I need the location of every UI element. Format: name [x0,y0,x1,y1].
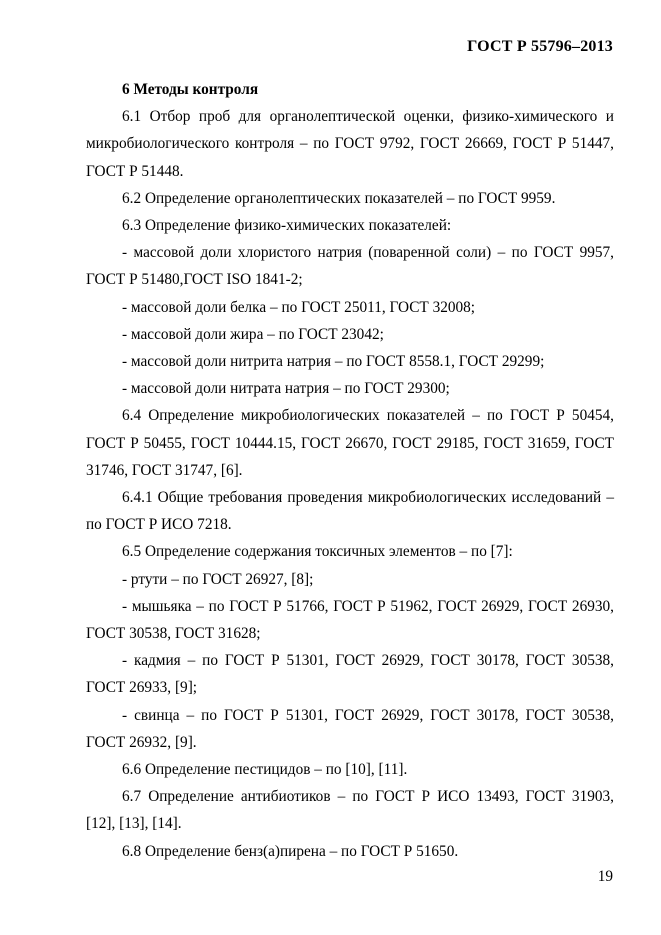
list-item-fat: - массовой доли жира – по ГОСТ 23042; [122,325,384,343]
list-item-cadmium: - кадмия – по ГОСТ Р 51301, ГОСТ 26929, ГОСТ 30178, ГОСТ 30538, ГОСТ 26933, [9]; [86,652,614,697]
paragraph-6-4-1: 6.4.1 Общие требования проведения микробиологических исследований – по ГОСТ Р ИСО 7218. [86,489,614,534]
page-number: 19 [597,868,613,885]
paragraph-6-8: 6.8 Определение бенз(а)пирена – по ГОСТ Р 51650. [122,842,459,860]
section-heading: 6 Методы контроля [122,81,259,98]
paragraph-6-5: 6.5 Определение содержания токсичных элементов – по [7]: [122,543,513,561]
paragraph-6-6: 6.6 Определение пестицидов – по [10], [11]. [122,761,408,779]
list-item-lead: - свинца – по ГОСТ Р 51301, ГОСТ 26929, ГОСТ 30178, ГОСТ 30538, ГОСТ 26932, [9]. [86,706,614,751]
list-item-protein: - массовой доли белка – по ГОСТ 25011, ГОСТ 32008; [122,298,476,316]
paragraph-6-7: 6.7 Определение антибиотиков – по ГОСТ Р ИСО 13493, ГОСТ 31903, [12], [13], [14]. [86,788,614,833]
paragraph-6-3: 6.3 Определение физико-химических показателей: [122,217,452,235]
list-item-sodium-nitrate: - массовой доли нитрата натрия – по ГОСТ 29300; [122,380,450,398]
list-item-sodium-nitrite: - массовой доли нитрита натрия – по ГОСТ 8558.1, ГОСТ 29299; [122,353,545,371]
paragraph-6-4: 6.4 Определение микробиологических показателей – по ГОСТ Р 50454, ГОСТ Р 50455, ГОСТ 10444.15, ГОСТ 26670, ГОСТ 29185, ГОСТ 31659, ГОСТ 31746, ГОСТ 31747, [6]. [86,407,614,479]
paragraph-6-2: 6.2 Определение органолептических показателей – по ГОСТ 9959. [122,189,556,207]
document-body [86,76,614,865]
list-item-mercury: - ртути – по ГОСТ 26927, [8]; [122,570,314,588]
document-header: ГОСТ Р 55796–2013 [467,38,613,55]
paragraph-6-1: 6.1 Отбор проб для органолептической оценки, физико-химического и микробиологического контроля – по ГОСТ 9792, ГОСТ 26669, ГОСТ Р 51447, ГОСТ Р 51448. [86,108,614,180]
list-item-arsenic: - мышьяка – по ГОСТ Р 51766, ГОСТ Р 51962, ГОСТ 26929, ГОСТ 26930, ГОСТ 30538, ГОСТ 31628; [86,597,614,643]
list-item-sodium-chloride: - массовой доли хлористого натрия (поваренной соли) – по ГОСТ 9957, ГОСТ Р 51480,ГОСТ ISO 1841-2; [86,244,614,289]
